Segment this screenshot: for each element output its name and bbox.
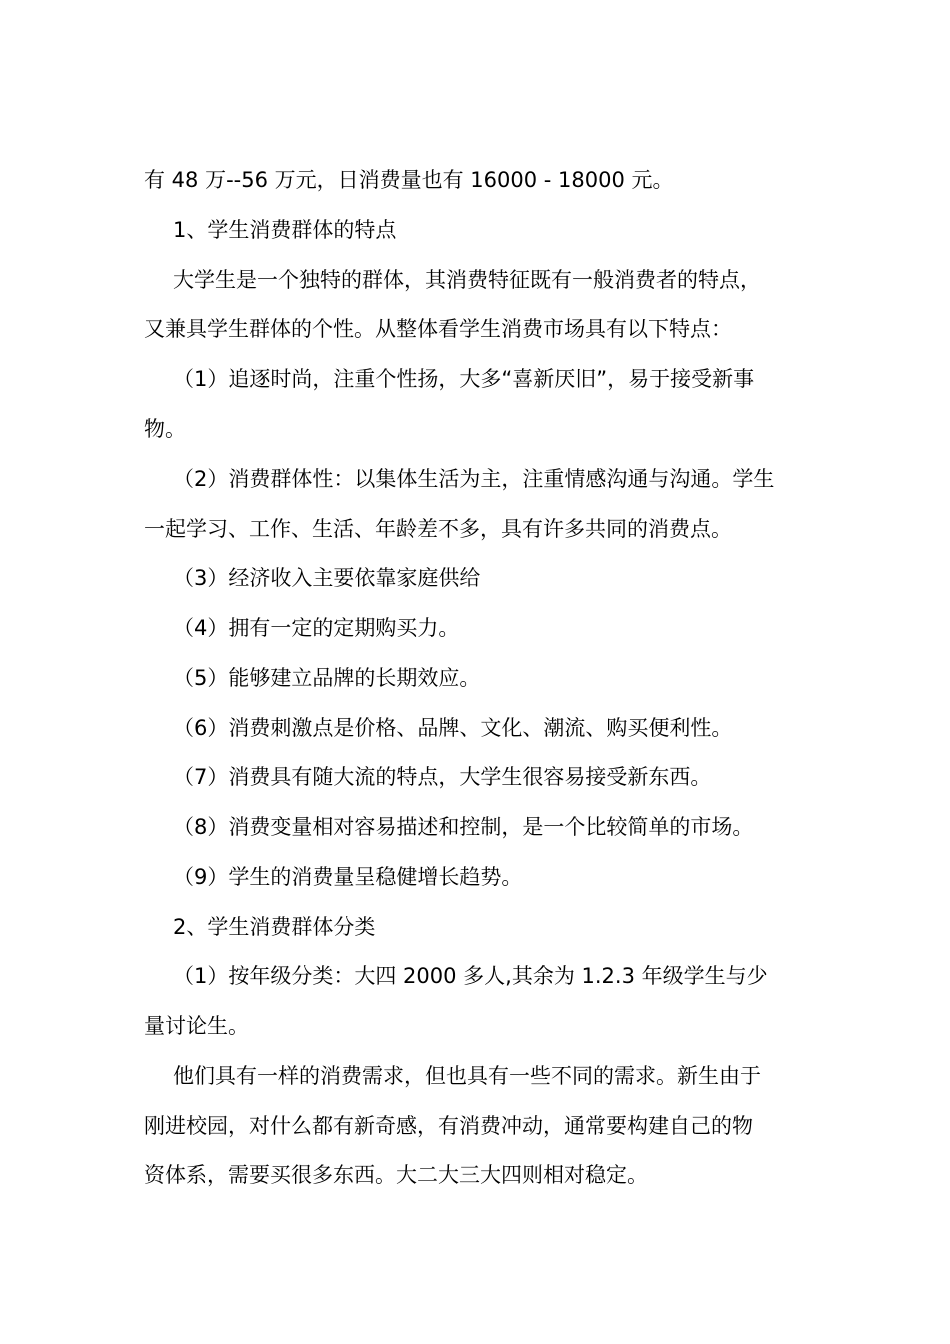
list-item-line: （7）消费具有随大流的特点，大学生很容易接受新东西。 <box>173 765 712 789</box>
list-item-line: 量讨论生。 <box>144 1014 249 1038</box>
paragraph-line: 资体系，需要买很多东西。大二大三大四则相对稳定。 <box>144 1163 648 1187</box>
list-item-line: （2）消费群体性：以集体生活为主，注重情感沟通与沟通。学生 <box>173 467 775 491</box>
list-item-line: （9）学生的消费量呈稳健增长趋势。 <box>173 865 523 889</box>
list-item-line: （3）经济收入主要依靠家庭供给 <box>173 566 481 590</box>
list-item-line: （8）消费变量相对容易描述和控制，是一个比较简单的市场。 <box>173 815 754 839</box>
list-item-line: （1）追逐时尚，注重个性扬，大多“喜新厌旧”，易于接受新事 <box>173 367 755 391</box>
section-heading: 1、学生消费群体的特点 <box>173 218 397 242</box>
paragraph-line: 又兼具学生群体的个性。从整体看学生消费市场具有以下特点： <box>144 317 732 341</box>
paragraph-line: 大学生是一个独特的群体，其消费特征既有一般消费者的特点， <box>173 268 761 292</box>
paragraph-line: 有 48 万--56 万元，日消费量也有 16000 - 18000 元。 <box>144 168 674 192</box>
paragraph-line: 他们具有一样的消费需求，但也具有一些不同的需求。新生由于 <box>173 1064 761 1088</box>
list-item-line: （4）拥有一定的定期购买力。 <box>173 616 460 640</box>
list-item-line: （5）能够建立品牌的长期效应。 <box>173 666 481 690</box>
paragraph-line: 刚进校园，对什么都有新奇感，有消费冲动，通常要构建自己的物 <box>144 1114 753 1138</box>
list-item-line: （6）消费刺激点是价格、品牌、文化、潮流、购买便利性。 <box>173 716 733 740</box>
section-heading: 2、学生消费群体分类 <box>173 915 376 939</box>
list-item-line: （1）按年级分类：大四 2000 多人,其余为 1.2.3 年级学生与少 <box>173 964 768 988</box>
list-item-line: 一起学习、工作、生活、年龄差不多，具有许多共同的消费点。 <box>144 517 732 541</box>
list-item-line: 物。 <box>144 417 186 441</box>
